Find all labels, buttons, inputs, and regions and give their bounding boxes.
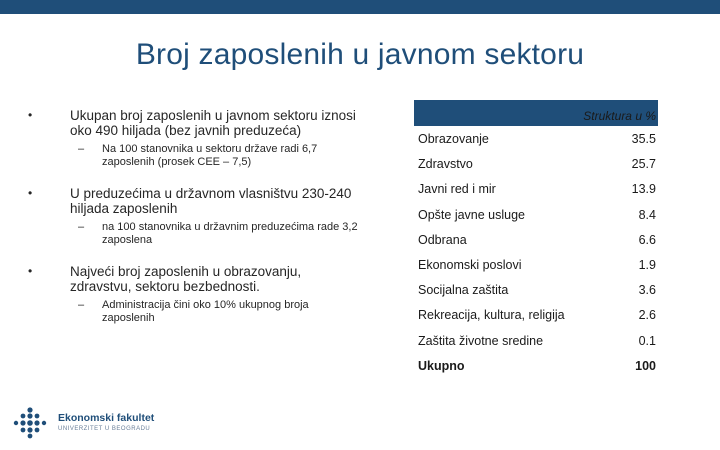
- bullet-item: [28, 186, 358, 216]
- top-accent-bar: [0, 0, 720, 14]
- row-label: Rekreacija, kultura, religija: [418, 308, 565, 323]
- table-row: [414, 252, 658, 277]
- bullet-item: [28, 108, 358, 138]
- sub-bullet-item: [28, 299, 358, 324]
- table-row: [414, 328, 658, 353]
- dash-icon: –: [78, 221, 85, 233]
- bullet-dot-icon: •: [28, 186, 33, 200]
- table-row: [414, 126, 658, 151]
- bullet-text: Najveći broj zaposlenih u obrazovanju, zdravstvu, sektoru bezbednosti.: [70, 264, 302, 294]
- bullet-dot-icon: •: [28, 264, 33, 278]
- faculty-logo: [10, 406, 190, 440]
- sub-bullet-item: [28, 143, 358, 168]
- row-label: Zaštita životne sredine: [418, 333, 544, 348]
- bullet-text: Ukupan broj zaposlenih u javnom sektoru iznosi oko 490 hiljada (bez javnih preduzeća): [70, 108, 356, 138]
- row-value: 1.9: [638, 257, 656, 272]
- row-value: 3.6: [638, 283, 656, 298]
- row-label: Zdravstvo: [418, 157, 473, 172]
- row-label: Javni red i mir: [418, 182, 496, 197]
- sub-bullet-text: Administracija čini oko 10% ukupnog broja zaposlenih: [102, 299, 309, 324]
- row-label: Odbrana: [418, 232, 467, 247]
- table-row: [414, 227, 658, 252]
- table-row: [414, 176, 658, 201]
- row-value: 6.6: [638, 232, 656, 247]
- row-label: Socijalna zaštita: [418, 283, 509, 298]
- logo-dots-icon: [10, 406, 50, 440]
- bullet-list: [28, 108, 358, 324]
- table-row: [414, 277, 658, 302]
- bullet-item: [28, 264, 358, 294]
- structure-table: [414, 100, 658, 378]
- table-header: [414, 100, 658, 126]
- sub-bullet-text: na 100 stanovnika u državnim preduzećima rade 3,2 zaposlena: [102, 221, 358, 246]
- bullet-text: U preduzećima u državnom vlasništvu 230-240 hiljada zaposlenih: [70, 186, 352, 216]
- dash-icon: –: [78, 143, 85, 155]
- table-total-row: [414, 353, 658, 378]
- sub-bullet-item: [28, 221, 358, 246]
- row-value: 0.1: [638, 333, 656, 348]
- logo-name: Ekonomski fakultet: [58, 412, 155, 424]
- table-row: [414, 302, 658, 327]
- row-value: 2.6: [638, 308, 656, 323]
- bullet-dot-icon: •: [28, 108, 33, 122]
- row-label: Ekonomski poslovi: [418, 257, 522, 272]
- table-header-label: Struktura u %: [583, 109, 656, 123]
- row-label: Ukupno: [418, 358, 465, 373]
- slide-title: Broj zaposlenih u javnom sektoru: [135, 38, 585, 71]
- sub-bullet-text: Na 100 stanovnika u sektoru države radi 6,7 zaposlenih (prosek CEE – 7,5): [102, 143, 318, 168]
- table-row: [414, 151, 658, 176]
- dash-icon: –: [78, 299, 85, 311]
- row-value: 13.9: [631, 182, 656, 197]
- row-value: 25.7: [631, 157, 656, 172]
- row-label: Opšte javne usluge: [418, 207, 526, 222]
- table-row: [414, 202, 658, 227]
- logo-subtitle: UNIVERZITET U BEOGRADU: [58, 426, 151, 432]
- row-label: Obrazovanje: [418, 132, 489, 146]
- row-value: 100: [635, 358, 656, 373]
- row-value: 8.4: [638, 207, 656, 222]
- row-value: 35.5: [631, 132, 656, 146]
